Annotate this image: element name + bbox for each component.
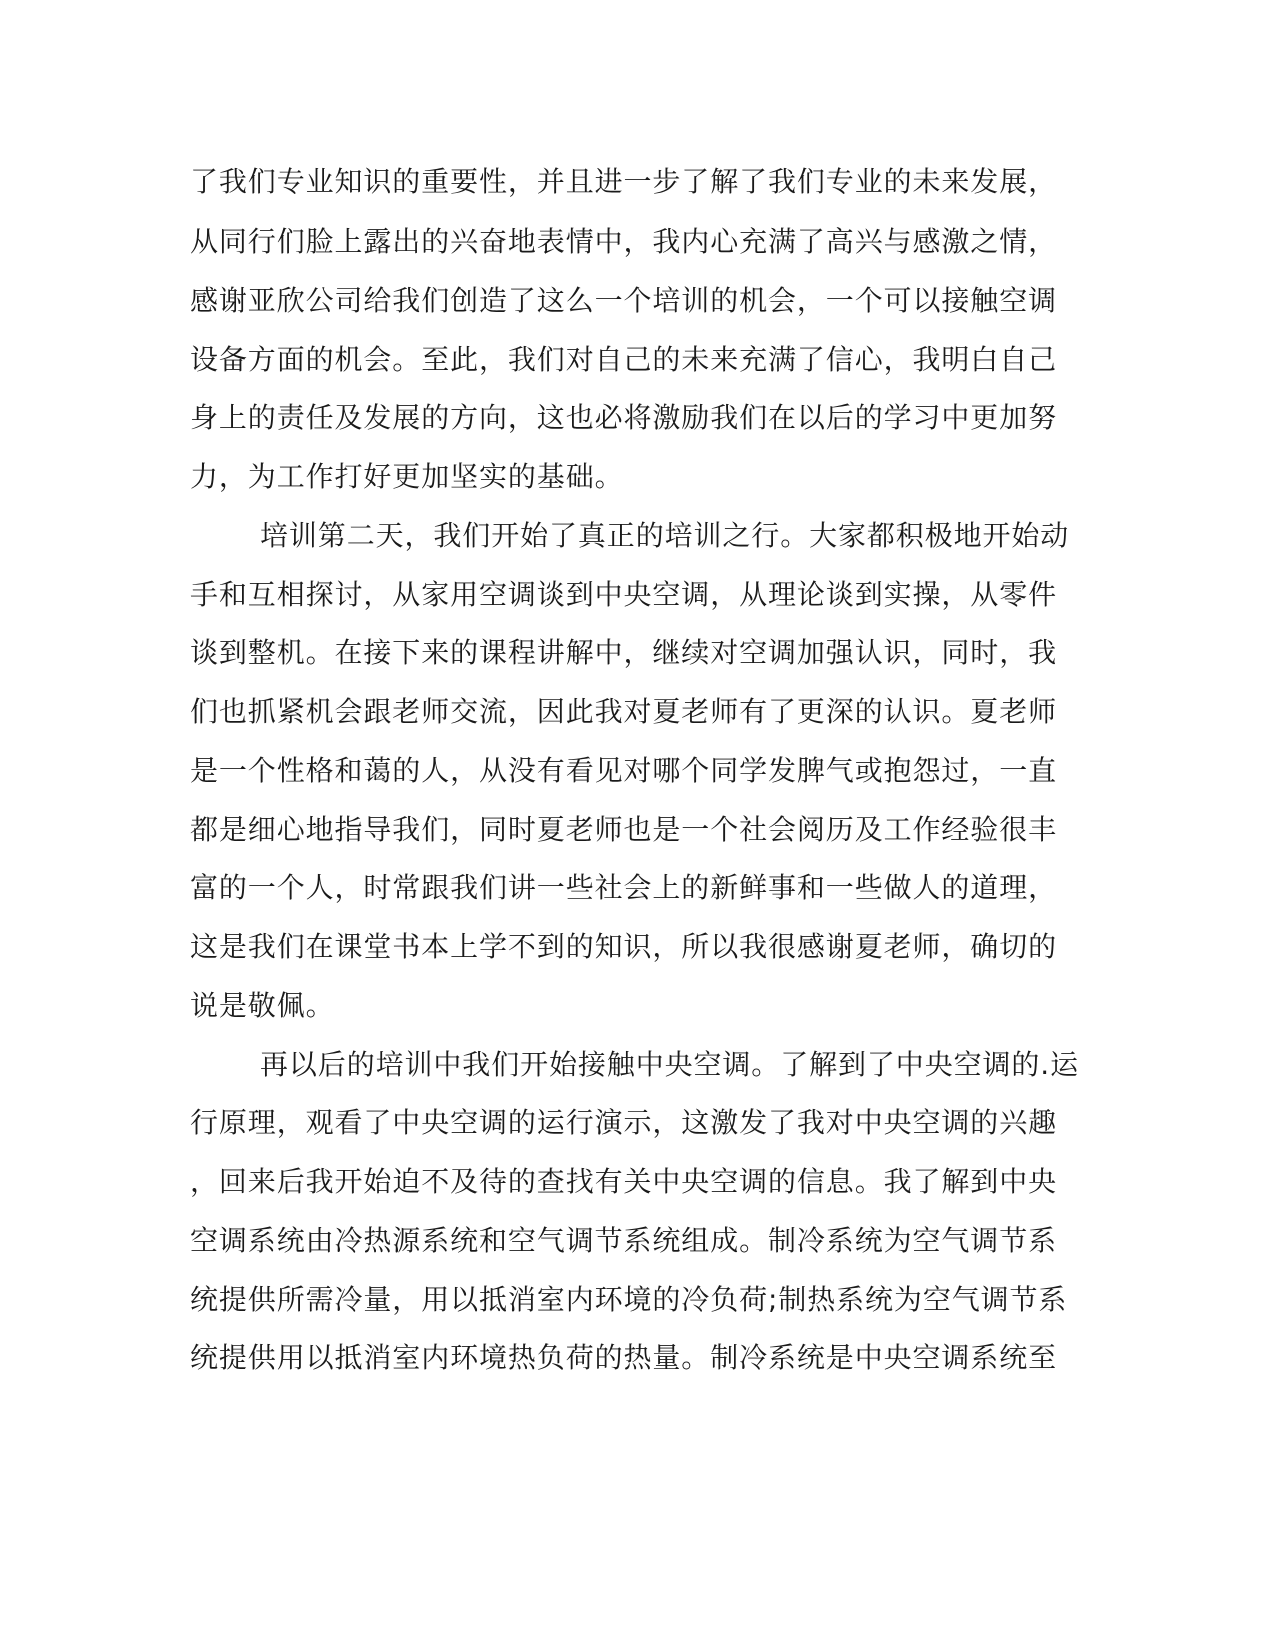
text-line: 们也抓紧机会跟老师交流，因此我对夏老师有了更深的认识。夏老师 xyxy=(190,695,1058,728)
text-line: 空调系统由冷热源系统和空气调节系统组成。制冷系统为空气调节系 xyxy=(190,1224,1058,1257)
text-line: 都是细心地指导我们，同时夏老师也是一个社会阅历及工作经验很丰 xyxy=(190,813,1058,846)
text-line: ，回来后我开始迫不及待的查找有关中央空调的信息。我了解到中央 xyxy=(190,1165,1058,1198)
text-line: 统提供所需冷量，用以抵消室内环境的冷负荷;制热系统为空气调节系 xyxy=(190,1283,1068,1316)
text-line: 谈到整机。在接下来的课程讲解中，继续对空调加强认识，同时，我 xyxy=(190,636,1058,669)
text-line: 富的一个人，时常跟我们讲一些社会上的新鲜事和一些做人的道理， xyxy=(190,871,1058,904)
text-line: 手和互相探讨，从家用空调谈到中央空调，从理论谈到实操，从零件 xyxy=(190,578,1058,611)
text-line: 是一个性格和蔼的人，从没有看见对哪个同学发脾气或抱怨过，一直 xyxy=(190,754,1058,787)
text-line: 这是我们在课堂书本上学不到的知识，所以我很感谢夏老师，确切的 xyxy=(190,930,1058,963)
text-line: 培训第二天，我们开始了真正的培训之行。大家都积极地开始动 xyxy=(260,519,1070,552)
text-line: 说是敬佩。 xyxy=(190,989,335,1022)
text-line: 感谢亚欣公司给我们创造了这么一个培训的机会，一个可以接触空调 xyxy=(190,284,1058,317)
text-line: 从同行们脸上露出的兴奋地表情中，我内心充满了高兴与感激之情， xyxy=(190,225,1058,258)
text-line: 了我们专业知识的重要性，并且进一步了解了我们专业的未来发展， xyxy=(190,165,1058,198)
text-line: 身上的责任及发展的方向，这也必将激励我们在以后的学习中更加努 xyxy=(190,401,1058,434)
text-line: 再以后的培训中我们开始接触中央空调。了解到了中央空调的.运 xyxy=(260,1048,1080,1081)
text-line: 设备方面的机会。至此，我们对自己的未来充满了信心，我明白自己 xyxy=(190,343,1058,376)
text-line: 统提供用以抵消室内环境热负荷的热量。制冷系统是中央空调系统至 xyxy=(190,1341,1058,1374)
text-line: 力，为工作打好更加坚实的基础。 xyxy=(190,460,624,493)
text-line: 行原理，观看了中央空调的运行演示，这激发了我对中央空调的兴趣 xyxy=(190,1106,1058,1139)
